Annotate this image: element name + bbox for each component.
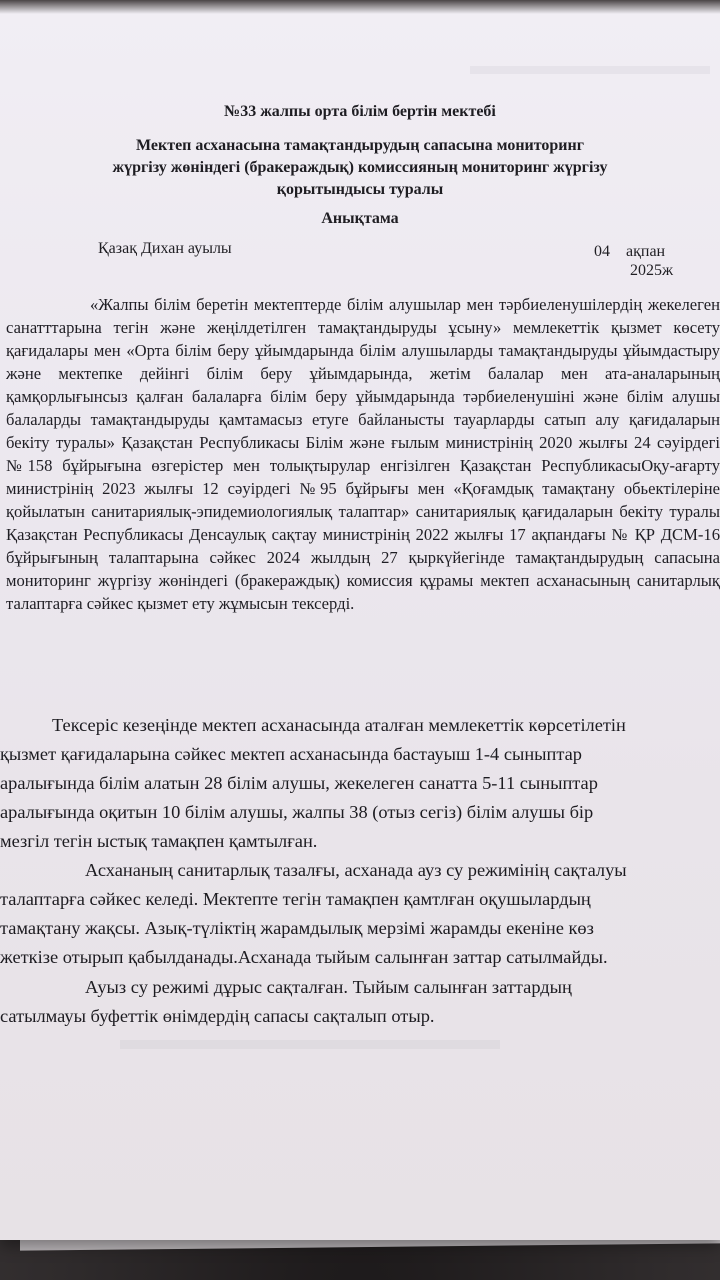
paragraph-2 xyxy=(0,711,720,856)
paragraph-3-line: Асхананың санитарлық тазалғы, асханада ауз су режимінің сақталуы xyxy=(85,860,627,880)
date-day-month: 04 ақпан xyxy=(594,243,666,260)
paragraph-4-line: Ауыз су режимі дұрыс сақталған. Тыйым салынған заттардың xyxy=(85,977,572,997)
paragraph-3-line: жеткізе отырып қабылданады.Асханада тыйым салынған заттар сатылмайды. xyxy=(0,947,608,967)
place-name: Қазақ Дихан ауылы xyxy=(98,240,232,257)
paragraph-2-line: Тексеріс кезеңінде мектеп асханасында аталған мемлекеттік көрсетілетін xyxy=(52,715,626,735)
paper-top-shadow xyxy=(0,0,720,14)
paragraph-2-line: мезгіл тегін ыстық тамақпен қамтылған. xyxy=(0,831,318,851)
paragraph-1-text: «Жалпы білім беретін мектептерде білім алушылар мен тәрбиеленушілердің жекелеген санатттарына тегін және жеңілдетілген тамақтандыруды ұсыну» мемлекеттік қызмет көсету қағидалары мен «Орта білім беру ұйымдарында білім алушыларды тамақтандыруды ұйымдастыру және мектепке дейінгі білім беру ұйымдарында, жетім балалар мен ата-аналарының қамқорлығынсыз қалған балаларға білім беру ұйымдарында тәрбиеленушіні және білім алушы балаларды тамақтандыруды қамтамасыз етуге байланысты тауарларды сатып алу қағидаларын бекіту туралы» Қазақстан Республикасы Білім және ғылым министрінің 2020 жылғы 24 сәуірдегі №158 бұйрығына өзгерістер мен толықтырулар енгізілген Қазақстан РеспубликасыОқу-ағарту министрінің 2023 жылғы 12 сәуірдегі №95 бұйрығы мен «Қоғамдық тамақтану обьектілеріне қойылатын санитариялық-эпидемиологиялық талаптар» санитариялық қағидаларын бекіту туралы Қазақстан Республикасы Денсаулық сақтау министрінің 2022 жылғы 17 ақпандағы № ҚР ДСМ-16 бұйрығының талаптарына сәйкес 2024 жылдың 27 қыркүйегінде тамақтандырудың сапасына мониторинг жүргізу жөніндегі (бракераждық) комиссия құрамы мектеп асханасының санитарлық талаптарға сәйкес қызмет ету жұмысын тексерді. xyxy=(6,295,720,613)
title-line-3: қорытындысы туралы xyxy=(276,181,444,198)
paragraph-1 xyxy=(6,293,720,615)
paragraph-3 xyxy=(0,856,720,972)
title-line-1: Мектеп асханасына тамақтандырудың сапасына мониторинг xyxy=(136,137,584,154)
paragraph-2-line: аралығында білім алатын 28 білім алушы, жекелеген санатта 5-11 сыныптар xyxy=(0,773,598,793)
title-line-2: жүргізу жөніндегі (бракераждық) комиссияның мониторинг жүргізу xyxy=(112,159,608,176)
bleed-through-mark xyxy=(120,1040,500,1049)
paragraph-4 xyxy=(0,973,720,1031)
date-year: 2025ж xyxy=(630,262,674,279)
school-name: №33 жалпы орта білім бертін мектебі xyxy=(224,103,496,120)
paragraph-2-line: аралығында оқитын 10 білім алушы, жалпы 38 (отыз сегіз) білім алушы бір xyxy=(0,802,594,822)
paragraph-4-line: сатылмауы буфеттік өнімдердің сапасы сақталып отыр. xyxy=(0,1006,435,1026)
paragraph-3-line: талаптарға сәйкес келеді. Мектепте тегін тамақпен қамтлған оқушылардың xyxy=(0,889,591,909)
paragraph-3-line: тамақтану жақсы. Азық-түліктің жарамдылық мерзімі жарамды екеніне көз xyxy=(0,918,594,938)
paragraph-2-line: қызмет қағидаларына сәйкес мектеп асханасында бастауыш 1-4 сыныптар xyxy=(0,744,582,764)
bleed-through-mark xyxy=(470,66,710,74)
document-type: Анықтама xyxy=(321,210,399,227)
